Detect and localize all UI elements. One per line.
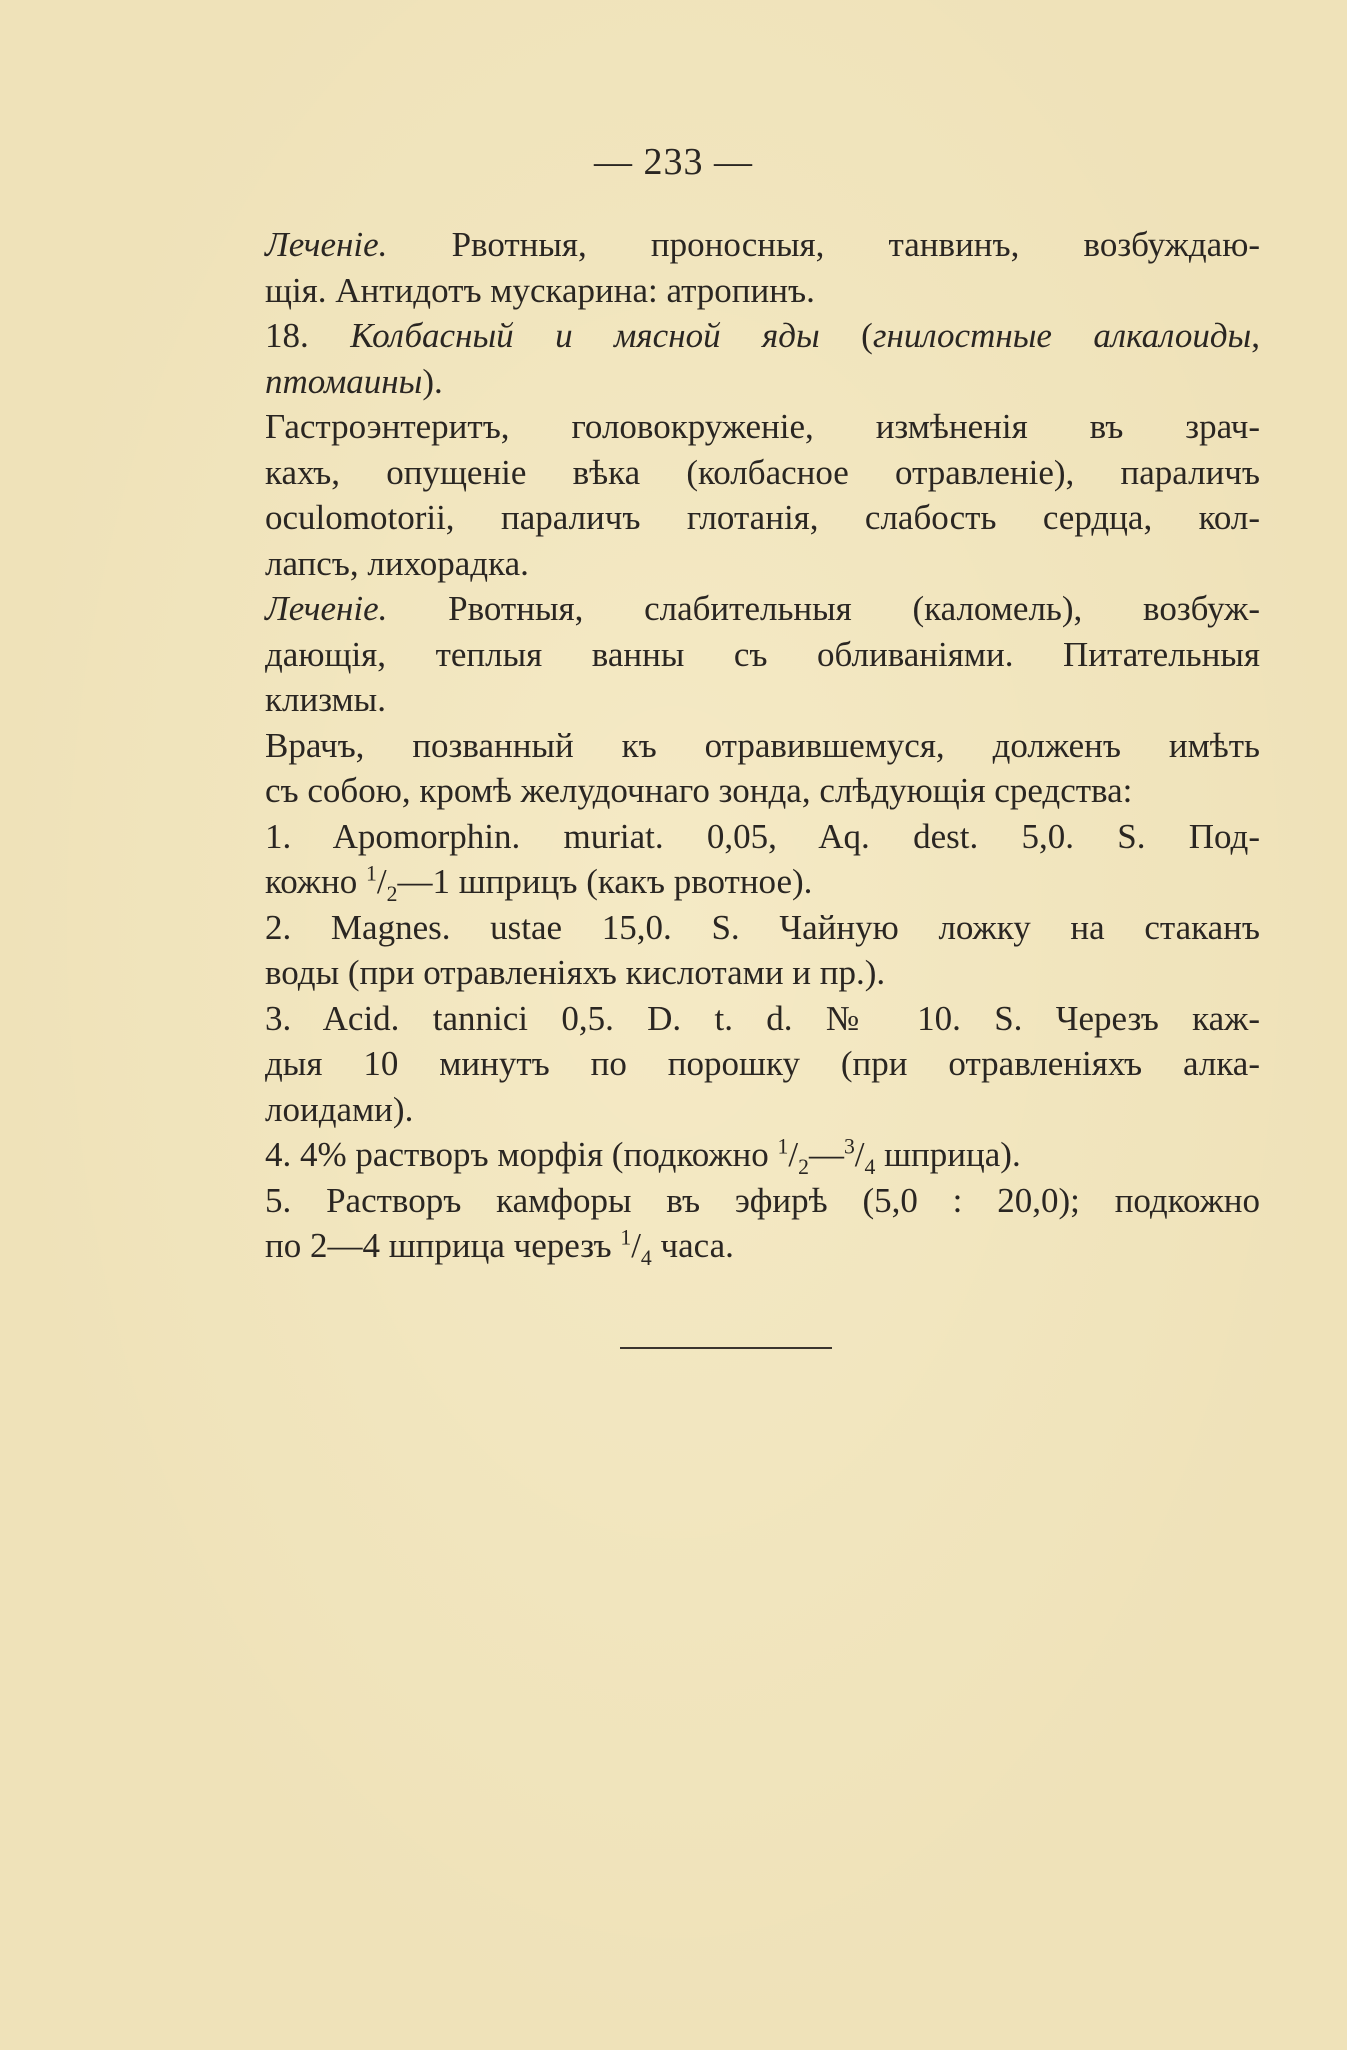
fraction-numerator: 3 — [843, 1134, 855, 1159]
text-fragment: часа. — [651, 1226, 734, 1265]
fraction-numerator: 1 — [366, 861, 377, 886]
list-item-4: 4. 4% растворъ морфія (подкожно $^1/_2—^3/_4$ шприца). — [265, 1134, 1021, 1179]
text-line: лоидами). — [265, 1089, 414, 1129]
text-line: Гастроэнтеритъ, головокруженіе, измѣненія въ зрач- — [265, 407, 1260, 446]
page-number: — 233 — — [594, 141, 753, 183]
list-item-2 — [195, 905, 1260, 996]
paragraph-doctor-kit — [195, 723, 1260, 814]
text-fragment: , — [1251, 316, 1261, 355]
text-line: 1. Apomorphin. muriat. 0,05, Aq. dest. 5,0. S. Под- — [265, 816, 1260, 856]
text-line: 5. Растворъ камфоры въ эфирѣ (5,0 : 20,0); подкожно — [265, 1180, 1260, 1220]
fraction-numerator: 1 — [777, 1134, 789, 1159]
label-treatment: Леченіе. — [265, 589, 388, 628]
text-line: дыя 10 минутъ по порошку (при отравленіяхъ алка- — [265, 1044, 1260, 1083]
list-item-1: 1. Apomorphin. muriat. 0,05, Aq. dest. 5,0. S. Под- кожно $^1/_2—1$ шприцъ (какъ рвотное). — [195, 814, 1260, 905]
text-fragment: 4. 4% растворъ морфія (подкожно — [265, 1135, 778, 1174]
section-title: Колбасный и мясной яды — [350, 316, 820, 355]
text-line: Рвотныя, слабительныя (каломель), возбуж- — [387, 589, 1260, 628]
text-line: кахъ, опущеніе вѣка (колбасное отравленіе), параличъ — [265, 452, 1260, 492]
fraction-denominator: 2 — [798, 1155, 809, 1179]
text-line: Рвотныя, проносныя, танвинъ, возбуждаю- — [387, 225, 1260, 264]
section-number: 18. — [265, 316, 351, 355]
text-fragment: по 2—4 шприца черезъ — [265, 1226, 621, 1265]
body-text — [195, 222, 1260, 1269]
fraction-numerator: 1 — [620, 1225, 632, 1250]
text-line: щія. Антидотъ мускарина: атропинъ. — [265, 270, 815, 310]
text-line: съ собою, кромѣ желудочнаго зонда, слѣдующія средства: — [265, 771, 1133, 810]
text-fragment: ). — [422, 361, 443, 401]
paragraph-symptoms — [195, 404, 1260, 586]
text-fragment: шприца). — [875, 1135, 1021, 1174]
text-fragment: —1 шприцъ (какъ рвотное). — [397, 862, 813, 901]
paragraph-treatment-1 — [195, 222, 1260, 313]
section-rule — [620, 1347, 832, 1349]
text-fragment: — — [808, 1135, 844, 1174]
fraction-denominator: 4 — [640, 1246, 652, 1270]
section-subtitle-cont: птомаины — [265, 361, 423, 401]
text-line: лапсъ, лихорадка. — [265, 543, 529, 583]
label-treatment: Леченіе. — [265, 225, 388, 264]
text-line: дающія, теплыя ванны съ обливаніями. Питательныя — [265, 634, 1260, 674]
list-item-3 — [195, 996, 1260, 1133]
section-subtitle: гнилостные алкалоиды — [872, 316, 1252, 355]
text-line: клизмы. — [265, 680, 386, 719]
text-line: Врачъ, позванный къ отравившемуся, долженъ имѣть — [265, 725, 1260, 765]
text-line: 2. Magnes. ustae 15,0. S. Чайную ложку на стаканъ — [265, 907, 1260, 947]
text-fragment: кожно — [265, 862, 367, 901]
text-fragment: ( — [819, 316, 873, 355]
paragraph-treatment-2 — [195, 586, 1260, 723]
text-line: oculomotorii, параличъ глотанія, слабость сердца, кол- — [265, 498, 1260, 537]
text-line: 3. Acid. tannici 0,5. D. t. d. № 10. S. Черезъ каж- — [265, 998, 1260, 1038]
fraction-denominator: 4 — [864, 1155, 876, 1179]
paragraph-section-18 — [195, 313, 1260, 404]
text-line: воды (при отравленіяхъ кислотами и пр.). — [265, 953, 886, 992]
fraction-denominator: 2 — [386, 882, 398, 906]
list-item-5: 5. Растворъ камфоры въ эфирѣ (5,0 : 20,0); подкожно по 2—4 шприца черезъ $^1/_4$ часа. — [195, 1178, 1260, 1269]
